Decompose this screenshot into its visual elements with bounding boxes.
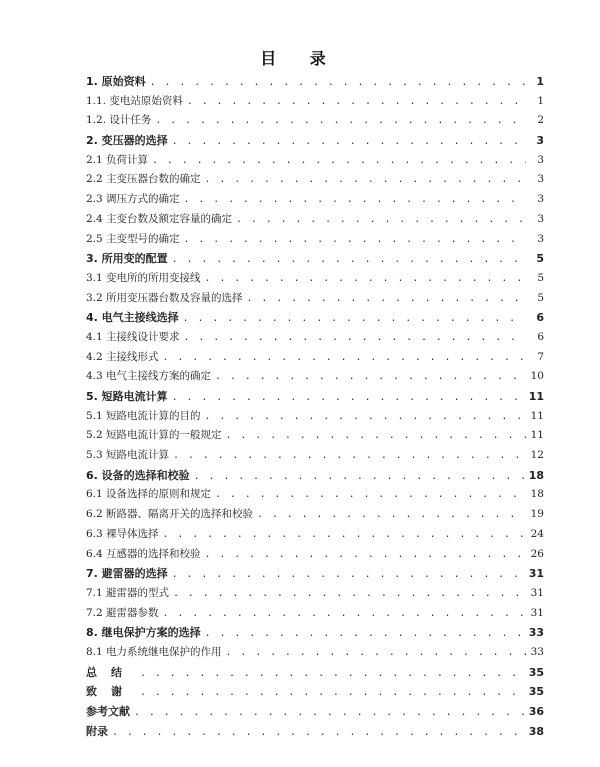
toc-dot-leader (173, 446, 526, 466)
toc-entry-label: 6.1 设备选择的原则和规定 (86, 488, 212, 501)
toc-entry-page-number: 11 (530, 429, 544, 442)
toc-dot-leader (155, 111, 526, 131)
toc-entry[interactable] (86, 269, 544, 289)
toc-dot-leader (215, 367, 526, 387)
toc-entry[interactable] (86, 682, 544, 702)
toc-entry-page-number: 31 (530, 606, 544, 619)
toc-entry[interactable] (86, 308, 544, 328)
toc-dot-leader (183, 309, 526, 329)
toc-entry-page-number: 31 (530, 586, 544, 599)
toc-entry-label: 3. 所用变的配置 (86, 252, 168, 266)
toc-entry-label: 2.3 调压方式的确定 (86, 193, 180, 206)
toc-dot-leader (112, 723, 525, 743)
toc-dot-leader (172, 132, 526, 152)
toc-dot-leader (205, 407, 526, 427)
toc-entry-label: 4.2 主接线形式 (86, 350, 159, 363)
toc-entry[interactable] (86, 131, 544, 151)
toc-dot-leader (205, 170, 526, 190)
toc-dot-leader (257, 505, 526, 525)
toc-entry-page-number: 24 (530, 527, 544, 540)
toc-entry-label: 3.2 所用变压器台数及容量的选择 (86, 291, 243, 304)
toc-entry-page-number: 36 (528, 705, 544, 718)
toc-entry-page-number: 5 (537, 271, 544, 284)
toc-entry[interactable] (86, 387, 544, 407)
toc-entry-label: 致谢 (86, 685, 136, 699)
toc-entry[interactable] (86, 446, 544, 466)
toc-entry-page-number: 3 (537, 232, 544, 245)
toc-entry-page-number: 1 (537, 94, 544, 107)
toc-dot-leader (172, 565, 525, 585)
toc-entry[interactable] (86, 289, 544, 309)
toc-entry-label: 6.3 裸导体选择 (86, 527, 159, 540)
toc-entry-label: 4. 电气主接线选择 (86, 311, 179, 325)
toc-entry-page-number: 7 (537, 350, 544, 363)
toc-dot-leader (184, 328, 526, 348)
toc-dot-leader (226, 426, 526, 446)
toc-entry[interactable] (86, 72, 544, 92)
toc-entry-label: 总结 (86, 665, 136, 679)
toc-entry-page-number: 35 (528, 685, 544, 699)
toc-entry-page-number: 33 (528, 626, 544, 640)
toc-entry[interactable] (86, 584, 544, 604)
toc-dot-leader (163, 604, 526, 624)
toc-entry-label: 2.2 主变压器台数的确定 (86, 173, 201, 186)
toc-dot-leader (140, 664, 525, 684)
toc-entry-page-number: 11 (528, 390, 544, 403)
toc-dot-leader (152, 151, 526, 171)
toc-entry[interactable] (86, 564, 544, 584)
toc-entry-label: 4.1 主接线设计要求 (86, 330, 180, 343)
toc-entry-page-number: 31 (528, 567, 544, 581)
toc-entry-label: 7. 避雷器的选择 (86, 567, 168, 581)
toc-entry-page-number: 3 (536, 134, 544, 148)
toc-dot-leader (187, 92, 526, 112)
toc-entry[interactable] (86, 190, 544, 210)
toc-entry-label: 6.4 互感器的选择和校验 (86, 547, 201, 560)
toc-entry[interactable] (86, 367, 544, 387)
toc-entry[interactable] (86, 151, 544, 171)
toc-entry-label: 2.4 主变台数及额定容量的确定 (86, 212, 233, 225)
toc-entry[interactable] (86, 230, 544, 250)
toc-dot-leader (205, 269, 526, 289)
toc-entry-page-number: 19 (530, 508, 544, 521)
toc-entry[interactable] (86, 702, 544, 722)
toc-entry-label: 5.3 短路电流计算 (86, 449, 170, 462)
toc-entry[interactable] (86, 426, 544, 446)
toc-dot-leader (184, 230, 526, 250)
toc-entry-label: 4.3 电气主接线方案的确定 (86, 370, 212, 383)
toc-entry[interactable] (86, 328, 544, 348)
toc-entry-page-number: 3 (537, 153, 544, 166)
toc-entry-label: 1. 原始资料 (86, 75, 146, 88)
toc-entry-label: 3.1 变电所的所用变接线 (86, 271, 201, 284)
toc-entry-page-number: 5 (536, 252, 544, 266)
toc-dot-leader (163, 525, 526, 545)
toc-entry-label: 5. 短路电流计算 (86, 390, 168, 403)
toc-entry-label: 8.1 电力系统继电保护的作用 (86, 645, 222, 658)
toc-entry-page-number: 1 (536, 75, 544, 88)
toc-dot-leader (163, 348, 526, 368)
toc-entry-page-number: 5 (537, 291, 544, 304)
toc-entry-label: 附录 (86, 724, 108, 738)
toc-entry-page-number: 38 (528, 724, 544, 738)
toc-entry[interactable] (86, 663, 544, 683)
page-title: 目 录 (260, 49, 340, 68)
toc-entry-label: 5.1 短路电流计算的目的 (86, 409, 201, 422)
toc-entry[interactable] (86, 407, 544, 427)
toc-dot-leader (172, 388, 525, 408)
toc-dot-leader (150, 73, 526, 93)
toc-entry[interactable] (86, 604, 544, 624)
toc-entry-page-number: 6 (537, 330, 544, 343)
toc-entry-label: 8. 继电保护方案的选择 (86, 626, 201, 640)
toc-entry-label: 2.1 负荷计算 (86, 153, 149, 166)
toc-entry-page-number: 11 (530, 409, 544, 422)
toc-dot-leader (226, 643, 526, 663)
toc-dot-leader (215, 485, 526, 505)
toc-dot-leader (134, 703, 525, 723)
toc-dot-leader (173, 584, 526, 604)
toc-entry-page-number: 33 (530, 645, 544, 658)
toc-entry[interactable] (86, 545, 544, 565)
toc-entry-page-number: 2 (537, 114, 544, 127)
toc-entry-page-number: 35 (528, 665, 544, 679)
toc-entry-label: 2. 变压器的选择 (86, 134, 168, 148)
toc-entry-page-number: 10 (530, 370, 544, 383)
toc-entry[interactable] (86, 348, 544, 368)
toc-entry[interactable] (86, 643, 544, 663)
toc-dot-leader (172, 250, 526, 270)
toc-entry-page-number: 3 (537, 193, 544, 206)
toc-entry-label: 5.2 短路电流计算的一般规定 (86, 429, 222, 442)
toc-entry-page-number: 26 (530, 547, 544, 560)
toc-entry[interactable] (86, 525, 544, 545)
toc-dot-leader (184, 190, 526, 210)
toc-entry-page-number: 3 (537, 173, 544, 186)
toc-entry-page-number: 6 (536, 311, 544, 325)
toc-entry[interactable] (86, 623, 544, 643)
toc-entry[interactable] (86, 722, 544, 742)
toc-entry[interactable] (86, 466, 544, 486)
toc-entry[interactable] (86, 170, 544, 190)
table-of-contents (86, 72, 544, 741)
toc-entry[interactable] (86, 92, 544, 112)
toc-entry-label: 2.5 主变型号的确定 (86, 232, 180, 245)
toc-entry-page-number: 12 (530, 449, 544, 462)
toc-entry-page-number: 3 (537, 212, 544, 225)
toc-dot-leader (205, 545, 526, 565)
toc-entry[interactable] (86, 210, 544, 230)
toc-dot-leader (140, 683, 525, 703)
toc-dot-leader (194, 467, 525, 487)
toc-entry[interactable] (86, 111, 544, 131)
toc-entry-label: 6.2 断路器、隔离开关的选择和校验 (86, 508, 254, 521)
toc-entry-label: 参考文献 (86, 705, 130, 718)
toc-entry-label: 7.1 避雷器的型式 (86, 586, 170, 599)
toc-dot-leader (205, 624, 525, 644)
toc-entry-page-number: 18 (530, 488, 544, 501)
toc-entry[interactable] (86, 485, 544, 505)
toc-dot-leader (247, 289, 526, 309)
toc-entry-label: 1.1. 变电站原始资料 (86, 94, 183, 107)
toc-entry-label: 1.2. 设计任务 (86, 114, 152, 127)
toc-entry[interactable] (86, 249, 544, 269)
toc-dot-leader (236, 210, 526, 230)
toc-entry-page-number: 18 (528, 468, 544, 482)
toc-entry-label: 7.2 避雷器参数 (86, 606, 159, 619)
toc-entry-label: 6. 设备的选择和校验 (86, 468, 190, 482)
toc-entry[interactable] (86, 505, 544, 525)
